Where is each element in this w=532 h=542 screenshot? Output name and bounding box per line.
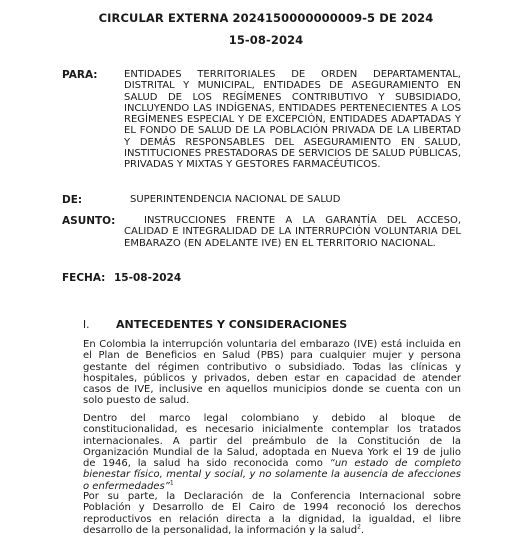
- document-title: CIRCULAR EXTERNA 2024150000000009-5 DE 2024: [98, 11, 434, 25]
- asunto-label: ASUNTO:: [62, 215, 116, 227]
- paragraph-3-end: .: [360, 524, 365, 536]
- para-label: PARA:: [62, 69, 98, 81]
- document-date: 15-08-2024: [228, 33, 304, 47]
- de-text: SUPERINTENDENCIA NACIONAL DE SALUD: [130, 194, 341, 205]
- para-text: ENTIDADES TERRITORIALES DE ORDEN DEPARTAMENTAL, DISTRITAL Y MUNICIPAL, ENTIDADES DE ASEGURAMIENTO EN SALUD DE LOS REGÍMENES CONTRIBUTIVO Y SUBSIDIADO, INCLUYENDO LAS INDÍGENAS, ENTIDADES PERTENECIENTES A LOS REGÍMENES ESPECIAL Y DE EXCEPCIÓN, ENTIDADES ADAPTADAS Y EL FONDO DE SALUD DE LA POBLACIÓN PRIVADA DE LA LIBERTAD Y DEMÁS RESPONSABLES DEL ASEGURAMIENTO EN SALUD, INSTITUCIONES PRESTADORAS DE SERVICIOS DE SALUD PÚBLICAS, PRIVADAS Y MIXTAS Y GESTORES FARMACÉUTICOS.: [124, 69, 461, 171]
- footnote-ref-1: 1: [169, 479, 174, 487]
- de-label: DE:: [62, 194, 83, 206]
- section-number: I.: [83, 319, 90, 331]
- fecha-label: FECHA:: [62, 272, 106, 284]
- who-definition-quote: “un estado de completo bienestar físico, mental y social, y no solamente la ausencia de afecciones o enfermedades”: [83, 458, 461, 492]
- paragraph-1: En Colombia la interrupción voluntaria del embarazo (IVE) está incluida en el Plan de Beneficios en Salud (PBS) para cualquier mujer y persona gestante del régimen contributivo o subsidiado. Todas las clínicas y hospitales, públicos y privados, deben estar en capacidad de atender casos de IVE, inclusive en aquellos municipios donde se cuenta con un solo puesto de salud.: [83, 339, 461, 407]
- asunto-text: INSTRUCCIONES FRENTE A LA GARANTÍA DEL ACCESO, CALIDAD E INTEGRALIDAD DE LA INTERRUPCIÓN VOLUNTARIA DEL EMBARAZO (EN ADELANTE IVE) EN EL TERRITORIO NACIONAL.: [124, 215, 461, 249]
- paragraph-3-text: Por su parte, la Declaración de la Conferencia Internacional sobre Población y Desarrollo de El Cairo de 1994 reconoció los derechos reproductivos en relación directa a la dignidad, la igualdad, el libre desarrollo de la personalidad, la información y la salud: [83, 491, 461, 536]
- paragraph-2-text: Dentro del marco legal colombiano y debido al bloque de constitucionalidad, es necesario inicialmente contemplar los tratados internacionales. A partir del preámbulo de la Constitución de la Organización Mundial de la Salud, adoptada en Nueva York el 19 de julio de 1946, la salud ha sido reconocida como: [83, 413, 461, 470]
- paragraph-2: [83, 413, 461, 492]
- footnote-ref-2: 2: [357, 523, 361, 531]
- fecha-value: 15-08-2024: [114, 272, 182, 284]
- section-title: ANTECEDENTES Y CONSIDERACIONES: [116, 318, 348, 331]
- paragraph-3: [83, 491, 461, 536]
